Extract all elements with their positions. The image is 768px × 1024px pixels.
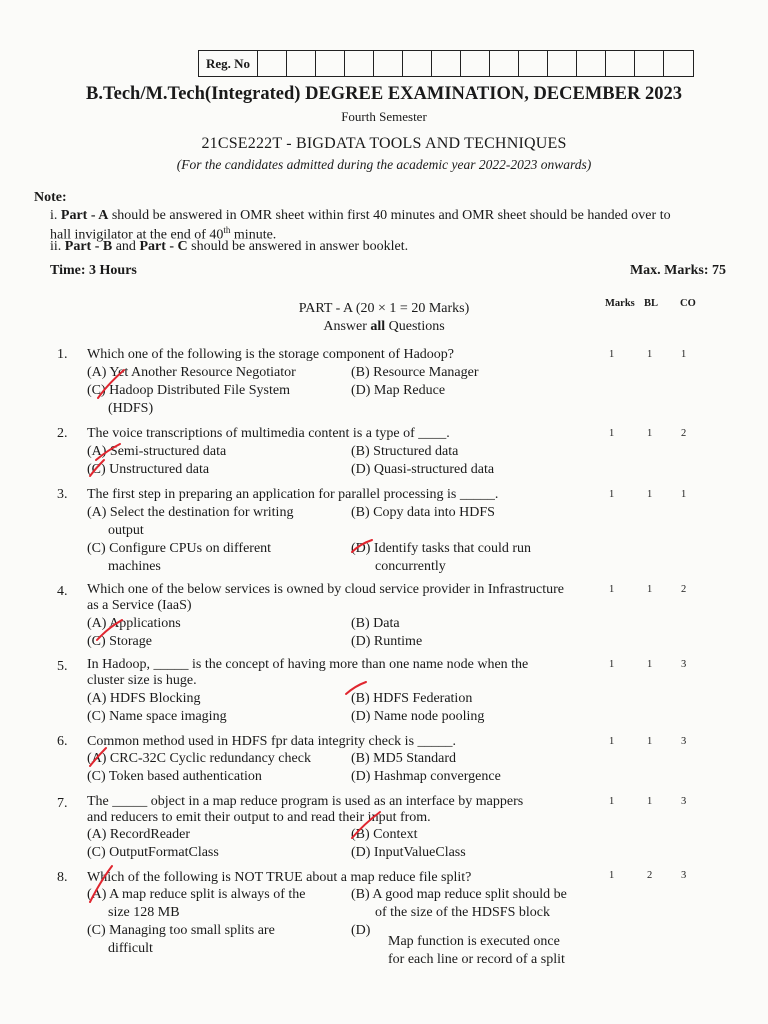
- instruction-post: Questions: [385, 319, 445, 334]
- reg-number-label: Reg. No: [199, 51, 258, 76]
- option-d: (D) Runtime: [351, 634, 423, 649]
- marks-value: 1: [609, 659, 615, 670]
- exam-time: Time: 3 Hours: [50, 263, 137, 278]
- option-b: (B) A good map reduce split should be: [351, 887, 567, 902]
- option-b: (B) Structured data: [351, 444, 459, 459]
- option-d-cont: Map function is executed once: [388, 934, 560, 949]
- question-text: In Hadoop, _____ is the concept of having more than one name node when the: [87, 657, 529, 672]
- option-a: (A) CRC-32C Cyclic redundancy check: [87, 751, 311, 766]
- bl-value: 1: [647, 428, 653, 439]
- note-item-2-part-b: Part - B: [64, 239, 113, 254]
- note-label: Note:: [34, 190, 67, 205]
- marks-value: 1: [609, 584, 615, 595]
- option-b: (B) Data: [351, 616, 400, 631]
- option-c: (C) OutputFormatClass: [87, 845, 219, 860]
- option-a-cont: size 128 MB: [108, 905, 180, 920]
- option-d: (D) InputValueClass: [351, 845, 466, 860]
- note-item-1-number: i.: [50, 208, 58, 223]
- pen-tick-q3: [352, 540, 372, 552]
- marks-value: 1: [609, 428, 615, 439]
- exam-title: B.Tech/M.Tech(Integrated) DEGREE EXAMINATION, DECEMBER 2023: [86, 84, 682, 104]
- note-item-1-text: should be answered in OMR sheet within first 40 minutes and OMR sheet should be handed over to: [108, 208, 671, 223]
- option-c-cont: difficult: [108, 941, 153, 956]
- bl-value: 1: [647, 584, 653, 595]
- question-number: 5.: [57, 659, 68, 674]
- question-number: 8.: [57, 870, 68, 885]
- pen-tick-q6: [90, 748, 106, 766]
- pen-tick-q2a: [96, 444, 120, 460]
- option-a: (A) Semi-structured data: [87, 444, 227, 459]
- note-item-1-line2: hall invigilator at the end of 40: [50, 227, 224, 243]
- option-c: (C) Configure CPUs on different: [87, 541, 272, 556]
- marks-value: 1: [609, 349, 615, 360]
- question-text: Which of the following is NOT TRUE about a map reduce file split?: [87, 870, 472, 885]
- option-d: (D) Name node pooling: [351, 709, 485, 724]
- co-value: 3: [681, 736, 687, 747]
- instruction-bold: all: [370, 319, 386, 334]
- co-value: 2: [681, 584, 687, 595]
- option-c: (C) Unstructured data: [87, 462, 210, 477]
- option-b: (B) Context: [351, 827, 418, 842]
- option-b: (B) Resource Manager: [351, 365, 479, 380]
- option-c: (C) Hadoop Distributed File System: [87, 383, 290, 398]
- question-number: 1.: [57, 347, 68, 362]
- column-header-co: CO: [680, 298, 696, 309]
- option-c: (C) Token based authentication: [87, 769, 262, 784]
- part-a-title: PART - A (20 × 1 = 20 Marks): [298, 301, 470, 316]
- option-a: (A) Yet Another Resource Negotiator: [87, 365, 296, 380]
- question-number: 7.: [57, 796, 68, 811]
- option-c-cont: (HDFS): [108, 401, 154, 416]
- admission-note: (For the candidates admitted during the academic year 2022-2023 onwards): [176, 157, 592, 172]
- pen-tick-q7: [352, 812, 380, 838]
- option-a: (A) HDFS Blocking: [87, 691, 201, 706]
- question-number: 2.: [57, 426, 68, 441]
- bl-value: 1: [647, 736, 653, 747]
- co-value: 3: [681, 796, 687, 807]
- marks-value: 1: [609, 796, 615, 807]
- option-a: (A) Applications: [87, 616, 181, 631]
- option-d: (D) Identify tasks that could run: [351, 541, 532, 556]
- option-c: (C) Name space imaging: [87, 709, 227, 724]
- max-marks: Max. Marks: 75: [629, 263, 726, 278]
- option-c: (C) Managing too small splits are: [87, 923, 275, 938]
- co-value: 3: [681, 870, 687, 881]
- option-d-cont-2: for each line or record of a split: [388, 952, 565, 967]
- column-header-bl: BL: [644, 298, 659, 309]
- bl-value: 1: [647, 489, 653, 500]
- note-item-2-part-c: Part - C: [139, 239, 188, 254]
- bl-value: 1: [647, 796, 653, 807]
- question-text: The voice transcriptions of multimedia content is a type of ____.: [87, 426, 450, 441]
- column-header-marks: Marks: [605, 298, 635, 309]
- question-number: 4.: [57, 584, 68, 599]
- note-item-2-and: and: [112, 239, 140, 254]
- option-a: (A) A map reduce split is always of the: [87, 887, 306, 902]
- question-text-cont: and reducers to emit their output to and read their input from.: [87, 810, 431, 825]
- question-text: Which one of the below services is owned by cloud service provider in Infrastructure: [87, 582, 565, 597]
- bl-value: 1: [647, 349, 653, 360]
- question-text: Which one of the following is the storage component of Hadoop?: [87, 347, 455, 362]
- co-value: 2: [681, 428, 687, 439]
- marks-value: 1: [609, 489, 615, 500]
- option-b: (B) HDFS Federation: [351, 691, 473, 706]
- co-value: 3: [681, 659, 687, 670]
- co-value: 1: [681, 489, 687, 500]
- note-item-1-part: Part - A: [60, 208, 109, 223]
- pen-tick-q4: [97, 620, 122, 640]
- pen-tick-q2c: [90, 460, 104, 476]
- option-d-cont: concurrently: [375, 559, 446, 574]
- option-a: (A) Select the destination for writing: [87, 505, 294, 520]
- question-number: 6.: [57, 734, 68, 749]
- option-b-cont: of the size of the HDSFS block: [375, 905, 550, 920]
- question-text: The first step in preparing an application for parallel processing is _____.: [87, 487, 499, 502]
- option-a: (A) RecordReader: [87, 827, 191, 842]
- pen-tick-q1: [98, 370, 124, 398]
- option-b: (B) Copy data into HDFS: [351, 505, 495, 520]
- question-text-cont: cluster size is huge.: [87, 673, 197, 688]
- bl-value: 1: [647, 659, 653, 670]
- question-number: 3.: [57, 487, 68, 502]
- marks-value: 1: [609, 870, 615, 881]
- option-d: (D) Map Reduce: [351, 383, 446, 398]
- bl-value: 2: [647, 870, 653, 881]
- question-text-cont: as a Service (IaaS): [87, 598, 192, 613]
- option-c: (C) Storage: [87, 634, 152, 649]
- question-text: The _____ object in a map reduce program is used as an interface by mappers: [87, 794, 524, 809]
- option-b: (B) MD5 Standard: [351, 751, 456, 766]
- note-item-2-text: should be answered in answer booklet.: [187, 239, 409, 254]
- note-item-2-number: ii.: [50, 239, 62, 254]
- semester: Fourth Semester: [341, 109, 427, 124]
- option-c-cont: machines: [108, 559, 161, 574]
- option-a-cont: output: [108, 523, 144, 538]
- instruction-pre: Answer: [323, 319, 371, 334]
- option-d: (D): [351, 923, 371, 938]
- option-d: (D) Quasi-structured data: [351, 462, 495, 477]
- marks-value: 1: [609, 736, 615, 747]
- co-value: 1: [681, 349, 687, 360]
- option-d: (D) Hashmap convergence: [351, 769, 501, 784]
- pen-tick-q5: [346, 682, 366, 694]
- question-text: Common method used in HDFS fpr data integrity check is _____.: [87, 734, 457, 749]
- note-item-1-line2-end: minute.: [230, 227, 277, 243]
- pen-tick-q8: [90, 866, 112, 902]
- note-item-1-sup: th: [223, 225, 231, 235]
- course-title: 21CSE222T - BIGDATA TOOLS AND TECHNIQUES: [201, 135, 567, 152]
